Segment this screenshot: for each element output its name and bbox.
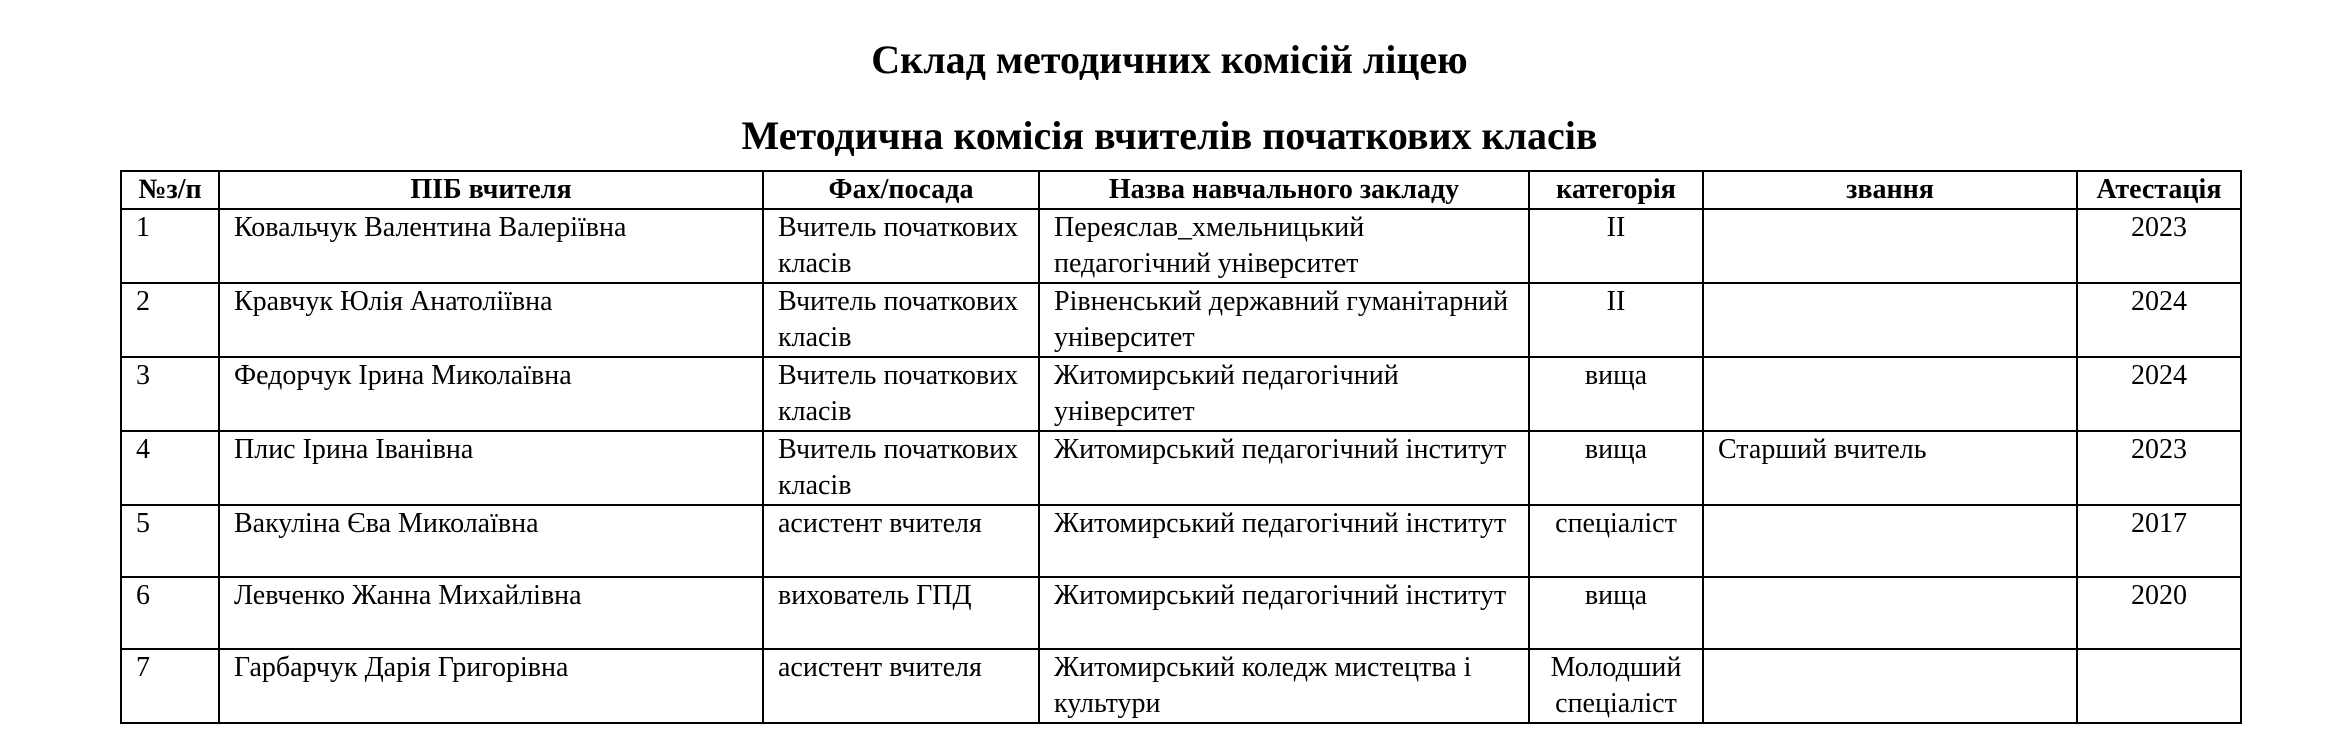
cell-position: асистент вчителя	[763, 505, 1039, 577]
cell-number: 2	[121, 283, 219, 357]
cell-position: Вчитель початкових класів	[763, 209, 1039, 283]
table-row	[121, 649, 2241, 723]
header-category: категорія	[1529, 171, 1703, 209]
table-header-row	[121, 171, 2241, 209]
cell-rank: Старший вчитель	[1703, 431, 2077, 505]
cell-rank	[1703, 357, 2077, 431]
commission-table	[120, 170, 2242, 724]
cell-category: II	[1529, 209, 1703, 283]
cell-position: вихователь ГПД	[763, 577, 1039, 649]
cell-institution: Житомирський педагогічний інститут	[1039, 431, 1529, 505]
cell-number: 5	[121, 505, 219, 577]
cell-category: спеціаліст	[1529, 505, 1703, 577]
cell-rank	[1703, 649, 2077, 723]
cell-attestation: 2023	[2077, 209, 2241, 283]
cell-rank	[1703, 209, 2077, 283]
cell-attestation: 2023	[2077, 431, 2241, 505]
cell-category: вища	[1529, 431, 1703, 505]
header-rank: звання	[1703, 171, 2077, 209]
cell-category: Молодший спеціаліст	[1529, 649, 1703, 723]
cell-name: Вакуліна Єва Миколаївна	[219, 505, 763, 577]
table-row	[121, 577, 2241, 649]
cell-position: асистент вчителя	[763, 649, 1039, 723]
cell-institution: Житомирський коледж мистецтва і культури	[1039, 649, 1529, 723]
cell-category: вища	[1529, 357, 1703, 431]
cell-position: Вчитель початкових класів	[763, 357, 1039, 431]
cell-rank	[1703, 577, 2077, 649]
cell-number: 4	[121, 431, 219, 505]
cell-institution: Житомирський педагогічний інститут	[1039, 505, 1529, 577]
cell-number: 1	[121, 209, 219, 283]
cell-attestation: 2024	[2077, 283, 2241, 357]
cell-rank	[1703, 505, 2077, 577]
table-row	[121, 209, 2241, 283]
cell-institution: Рівненський державний гуманітарний університет	[1039, 283, 1529, 357]
cell-name: Гарбарчук Дарія Григорівна	[219, 649, 763, 723]
cell-name: Плис Ірина Іванівна	[219, 431, 763, 505]
page-title: Склад методичних комісій ліцею	[871, 37, 1468, 82]
header-number: №з/п	[121, 171, 219, 209]
cell-position: Вчитель початкових класів	[763, 431, 1039, 505]
table-row	[121, 283, 2241, 357]
cell-institution: Переяслав_хмельницький педагогічний університет	[1039, 209, 1529, 283]
cell-number: 6	[121, 577, 219, 649]
header-institution: Назва навчального закладу	[1039, 171, 1529, 209]
cell-name: Федорчук Ірина Миколаївна	[219, 357, 763, 431]
cell-name: Ковальчук Валентина Валеріївна	[219, 209, 763, 283]
header-position: Фах/посада	[763, 171, 1039, 209]
cell-attestation: 2024	[2077, 357, 2241, 431]
cell-attestation: 2020	[2077, 577, 2241, 649]
cell-name: Левченко Жанна Михайлівна	[219, 577, 763, 649]
cell-position: Вчитель початкових класів	[763, 283, 1039, 357]
cell-number: 7	[121, 649, 219, 723]
cell-institution: Житомирський педагогічний університет	[1039, 357, 1529, 431]
cell-attestation: 2017	[2077, 505, 2241, 577]
cell-number: 3	[121, 357, 219, 431]
header-name: ПІБ вчителя	[219, 171, 763, 209]
table-row	[121, 505, 2241, 577]
cell-rank	[1703, 283, 2077, 357]
cell-category: II	[1529, 283, 1703, 357]
cell-institution: Житомирський педагогічний інститут	[1039, 577, 1529, 649]
table-row	[121, 431, 2241, 505]
cell-attestation	[2077, 649, 2241, 723]
cell-category: вища	[1529, 577, 1703, 649]
section-title: Методична комісія вчителів початкових класів	[741, 113, 1598, 158]
header-attestation: Атестація	[2077, 171, 2241, 209]
table-row	[121, 357, 2241, 431]
cell-name: Кравчук Юлія Анатоліївна	[219, 283, 763, 357]
